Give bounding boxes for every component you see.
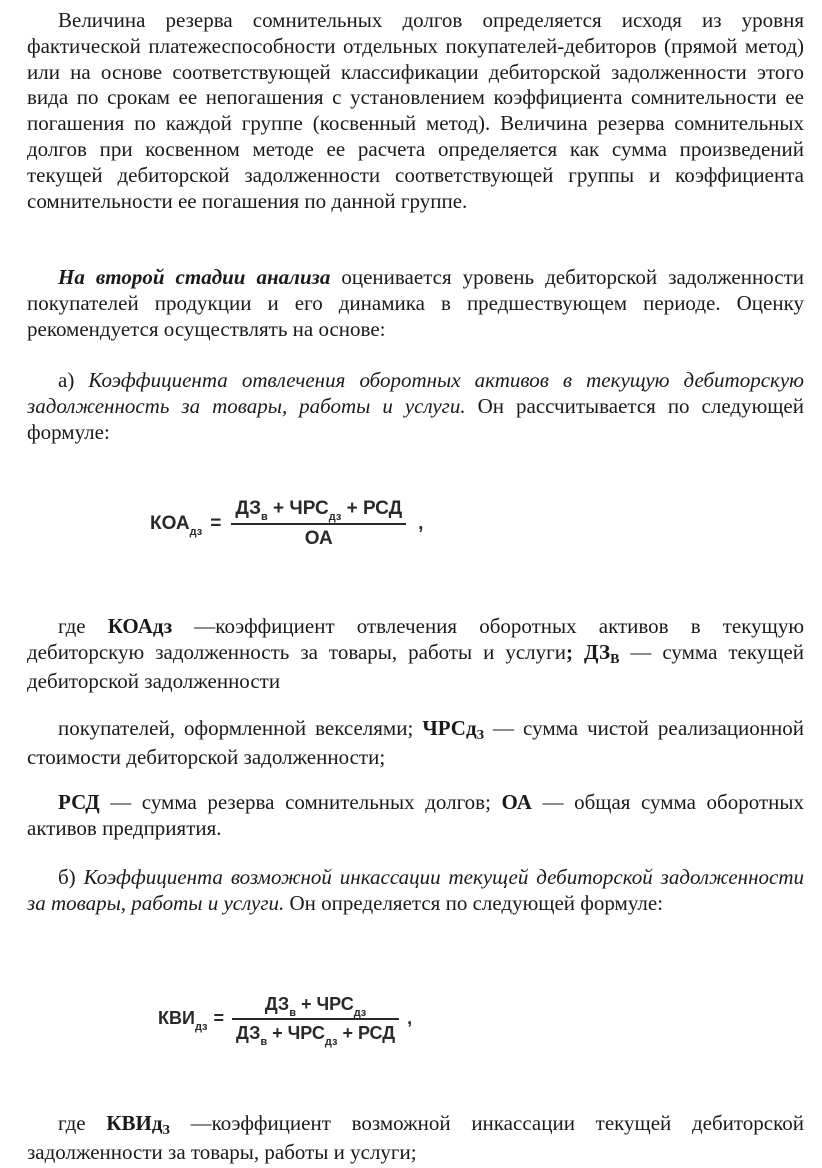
paragraph-second-stage: [27, 265, 804, 342]
formula-kvi-numerator: $ДЗ_в + ЧРС_{дз}$: [264, 994, 367, 1019]
formula-kvi-lhs: $КВИ_{дз}$: [158, 1008, 208, 1034]
coefficient-b-title: Коэффициента возможной инкассации текущей дебиторской задолженности за товары, работы и услуги.: [27, 865, 804, 915]
paragraph-coefficient-a: [27, 368, 804, 445]
formula-koa-numerator: $ДЗ_в + ЧРС_{дз}$ + РСД: [235, 498, 403, 523]
term-kvidz: КВИдЗ: [106, 1111, 170, 1138]
paragraph-chrs-definition: покупателей, оформленной векселями; ЧРСдЗ — сумма чистой реализационной стоимости дебиторской задолженности;: [27, 716, 804, 769]
paragraph-koa-definition: где КОАдз —коэффициент отвлечения оборотных активов в текущую дебиторскую задолженность за товары, работы и услуги; ДЗВ — сумма текущей дебиторской задолженности: [27, 614, 805, 693]
list-marker-b: б): [58, 865, 84, 889]
second-stage-heading: На второй стадии анализа: [58, 265, 331, 289]
term-chrsdz: ЧРСдЗ: [422, 716, 484, 743]
formula-koa-denominator: ОА: [304, 527, 333, 549]
list-marker-a: а): [58, 368, 89, 392]
term-oa: ОА: [501, 790, 532, 814]
paragraph-rsd-definition: РСД — сумма резерва сомнительных долгов; ОА — общая сумма оборотных активов предприятия.: [27, 790, 804, 840]
formula-kvi-equals: =: [213, 1008, 225, 1029]
term-rsd: РСД: [58, 790, 100, 814]
formula-koa-comma: ,: [418, 512, 424, 534]
formula-koa-fraction: [231, 498, 406, 550]
paragraph-coefficient-b: [27, 865, 804, 917]
term-dzv: ДЗВ: [573, 639, 620, 667]
formula-kvi: [158, 994, 413, 1048]
formula-kvi-denominator: $ДЗ_в + ЧРС_{дз}$ + РСД: [236, 1022, 396, 1048]
formula-koa-lhs: $КОА_{дз}$: [150, 512, 203, 538]
coefficient-a-text: Он рассчитывается по следующей формуле:: [27, 393, 804, 444]
paragraph-reserve-method: Величина резерва сомнительных долгов определяется исходя из уровня фактической платежеспособности отдельных покупателей-дебиторов (прямой метод) или на основе соответствующей классификации дебиторской задолженности этого вида по срокам ее непогашения с установлением коэффициента сомнительности ее погашения по каждой группе (косвенный метод). Величина резерва сомнительных долгов при косвенном методе ее расчета определяется как сумма произведений текущей дебиторской задолженности соответствующей группы и коэффициента сомнительности ее погашения по данной группе.: [27, 8, 804, 213]
formula-kvi-fraction: [232, 994, 399, 1048]
formula-koa: [150, 498, 423, 550]
second-stage-text: оценивается уровень дебиторской задолженности покупателей продукции и его динамика в предшествующем периоде. Оценку рекомендуется осуществлять на основе:: [27, 265, 804, 341]
formula-koa-equals: =: [210, 512, 222, 534]
coefficient-b-text: Он определяется по следующей формуле:: [284, 890, 664, 915]
formula-kvi-comma: ,: [407, 1008, 413, 1029]
term-koadz: КОАдз: [107, 614, 173, 638]
coefficient-a-title: Коэффициента отвлечения оборотных активов в текущую дебиторскую задолженность за товары, работы и услуги.: [27, 368, 804, 418]
paragraph-kvi-definition: где КВИдЗ —коэффициент возможной инкассации текущей дебиторской задолженности за товары, работы и услуги;: [27, 1111, 804, 1164]
